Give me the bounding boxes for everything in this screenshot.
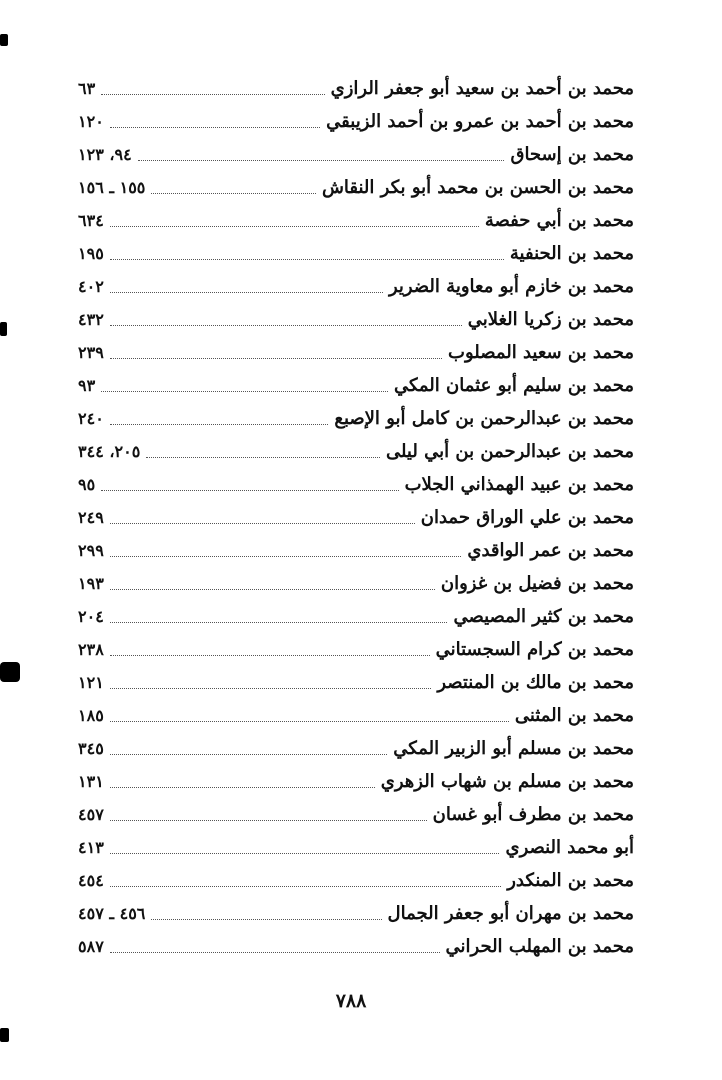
entry-page-numbers: ٢٤٩ xyxy=(78,508,104,527)
entry-name: محمد بن إسحاق xyxy=(510,144,634,165)
entry-name: محمد بن فضيل بن غزوان xyxy=(440,573,634,594)
index-entry xyxy=(78,532,634,565)
dot-leader xyxy=(110,225,479,227)
entry-name: محمد بن مسلم أبو الزبير المكي xyxy=(393,738,634,759)
entry-page-numbers: ٦٣ xyxy=(78,79,96,98)
dot-leader xyxy=(101,93,324,95)
entry-name: محمد بن الحنفية xyxy=(509,243,634,264)
dot-leader xyxy=(110,885,501,887)
index-entry xyxy=(78,664,634,697)
entry-page-numbers: ١٩٥ xyxy=(78,244,104,263)
dot-leader xyxy=(110,786,375,788)
scan-artifact xyxy=(0,662,20,682)
dot-leader xyxy=(101,390,388,392)
index-entry xyxy=(78,466,634,499)
entry-page-numbers: ١٥٥ ـ ١٥٦ xyxy=(78,178,146,197)
dot-leader xyxy=(110,720,509,722)
index-entry xyxy=(78,499,634,532)
entry-page-numbers: ٢٣٨ xyxy=(78,640,104,659)
name-index-list xyxy=(78,70,634,961)
index-entry xyxy=(78,301,634,334)
entry-name: محمد بن مسلم بن شهاب الزهري xyxy=(380,771,634,792)
entry-page-numbers: ٢٣٩ xyxy=(78,343,104,362)
index-entry xyxy=(78,235,634,268)
dot-leader xyxy=(110,258,504,260)
entry-name: أبو محمد النصري xyxy=(505,837,634,858)
entry-name: محمد بن المنكدر xyxy=(507,870,634,891)
entry-name: محمد بن كثير المصيصي xyxy=(453,606,634,627)
dot-leader xyxy=(151,918,381,920)
entry-name: محمد بن كرام السجستاني xyxy=(435,639,634,660)
entry-page-numbers: ٩٣ xyxy=(78,376,96,395)
dot-leader xyxy=(110,621,448,623)
dot-leader xyxy=(101,489,398,491)
entry-page-numbers: ٩٤، ١٢٣ xyxy=(78,145,132,164)
entry-page-numbers: ٤٥٧ xyxy=(78,805,104,824)
dot-leader xyxy=(110,555,462,557)
entry-name: محمد بن زكريا الغلابي xyxy=(467,309,634,330)
entry-page-numbers: ٦٣٤ xyxy=(78,211,104,230)
entry-name: محمد بن سعيد المصلوب xyxy=(448,342,634,363)
entry-page-numbers: ١٢١ xyxy=(78,673,104,692)
entry-name: محمد بن علي الوراق حمدان xyxy=(420,507,634,528)
scan-artifact xyxy=(0,34,8,46)
dot-leader xyxy=(110,852,500,854)
dot-leader xyxy=(110,951,440,953)
entry-page-numbers: ٤٠٢ xyxy=(78,277,104,296)
index-entry xyxy=(78,598,634,631)
index-entry xyxy=(78,829,634,862)
entry-name: محمد بن المهلب الحراني xyxy=(445,936,634,957)
entry-page-numbers: ٤٥٦ ـ ٤٥٧ xyxy=(78,904,146,923)
entry-page-numbers: ١٨٥ xyxy=(78,706,104,725)
entry-page-numbers: ١٣١ xyxy=(78,772,104,791)
index-entry xyxy=(78,565,634,598)
entry-page-numbers: ٤٣٢ xyxy=(78,310,104,329)
dot-leader xyxy=(110,126,320,128)
scan-artifact xyxy=(0,322,7,336)
dot-leader xyxy=(110,423,329,425)
entry-name: محمد بن مهران أبو جعفر الجمال xyxy=(387,903,634,924)
index-entry xyxy=(78,862,634,895)
dot-leader xyxy=(110,324,462,326)
index-entry xyxy=(78,202,634,235)
dot-leader xyxy=(110,588,435,590)
index-entry xyxy=(78,103,634,136)
index-entry xyxy=(78,367,634,400)
dot-leader xyxy=(110,291,383,293)
entry-name: محمد بن المثنى xyxy=(514,705,634,726)
entry-page-numbers: ٣٤٥ xyxy=(78,739,104,758)
entry-page-numbers: ٤٥٤ xyxy=(78,871,104,890)
index-entry xyxy=(78,631,634,664)
dot-leader xyxy=(138,159,505,161)
entry-name: محمد بن أبي حفصة xyxy=(484,210,634,231)
entry-name: محمد بن مالك بن المنتصر xyxy=(437,672,634,693)
entry-name: محمد بن عبدالرحمن بن أبي ليلى xyxy=(385,441,634,462)
entry-page-numbers: ١٢٠ xyxy=(78,112,104,131)
entry-name: محمد بن عمر الواقدي xyxy=(467,540,634,561)
dot-leader xyxy=(110,687,432,689)
index-entry xyxy=(78,697,634,730)
dot-leader xyxy=(110,522,415,524)
index-entry xyxy=(78,796,634,829)
entry-page-numbers: ٥٨٧ xyxy=(78,937,104,956)
entry-page-numbers: ٤١٣ xyxy=(78,838,104,857)
dot-leader xyxy=(146,456,380,458)
index-entry xyxy=(78,334,634,367)
dot-leader xyxy=(110,753,387,755)
dot-leader xyxy=(110,357,442,359)
dot-leader xyxy=(151,192,316,194)
index-entry xyxy=(78,433,634,466)
entry-name: محمد بن عبدالرحمن بن كامل أبو الإصبع xyxy=(334,408,634,429)
entry-name: محمد بن سليم أبو عثمان المكي xyxy=(393,375,634,396)
entry-name: محمد بن مطرف أبو غسان xyxy=(432,804,634,825)
entry-page-numbers: ٢٠٥، ٣٤٤ xyxy=(78,442,141,461)
index-entry xyxy=(78,136,634,169)
entry-page-numbers: ٢٤٠ xyxy=(78,409,104,428)
index-entry xyxy=(78,268,634,301)
scan-artifact xyxy=(0,1028,9,1042)
page-number: ٧٨٨ xyxy=(335,990,367,1012)
dot-leader xyxy=(110,819,427,821)
entry-page-numbers: ٩٥ xyxy=(78,475,96,494)
entry-name: محمد بن الحسن بن محمد أبو بكر النقاش xyxy=(321,177,634,198)
entry-name: محمد بن أحمد بن سعيد أبو جعفر الرازي xyxy=(330,78,634,99)
dot-leader xyxy=(110,654,430,656)
entry-name: محمد بن أحمد بن عمرو بن أحمد الزيبقي xyxy=(326,111,634,132)
entry-name: محمد بن خازم أبو معاوية الضرير xyxy=(388,276,634,297)
entry-name: محمد بن عبيد الهمذاني الجلاب xyxy=(404,474,634,495)
index-entry xyxy=(78,400,634,433)
index-entry xyxy=(78,730,634,763)
entry-page-numbers: ١٩٣ xyxy=(78,574,104,593)
index-entry xyxy=(78,928,634,961)
index-entry xyxy=(78,763,634,796)
index-entry xyxy=(78,70,634,103)
index-entry xyxy=(78,895,634,928)
entry-page-numbers: ٢٠٤ xyxy=(78,607,104,626)
index-entry xyxy=(78,169,634,202)
entry-page-numbers: ٢٩٩ xyxy=(78,541,104,560)
